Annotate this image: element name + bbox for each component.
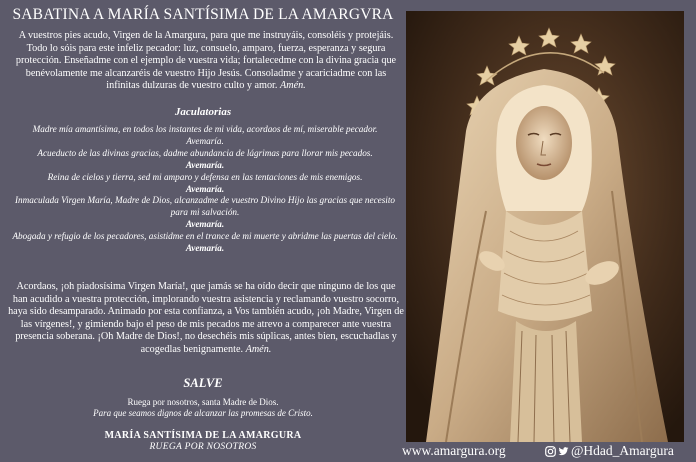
signature-title: MARÍA SANTÍSIMA DE LA AMARGURA bbox=[104, 430, 302, 441]
prayer-amen: Amén. bbox=[245, 343, 272, 355]
virgin-photo bbox=[406, 11, 684, 442]
acordaos-prayer bbox=[8, 281, 404, 357]
instagram-icon bbox=[545, 446, 556, 457]
salve-line-2: Para que seamos dignos de alcanzar las promesas de Cristo. bbox=[93, 408, 313, 418]
signature-subtitle: RUEGA POR NOSOTROS bbox=[149, 442, 257, 452]
jaculatoria-text: Abogada y refugio de los pecadores, asistidme en el trance de mi muerte y abridme las puertas del cielo. bbox=[12, 231, 398, 242]
salve-line-1: Ruega por nosotros, santa Madre de Dios. bbox=[127, 397, 279, 407]
jaculatoria-response: Avemaría. bbox=[185, 219, 225, 230]
jaculatorias-list bbox=[6, 124, 404, 255]
jaculatoria-text: Inmaculada Virgen María, Madre de Dios, alcanzadme de vuestro Divino Hijo las gracias que necesito para mi salvación. bbox=[14, 195, 396, 218]
prayer-text: Acordaos, ¡oh piadosísima Virgen María!, que jamás se ha oído decir que ninguno de los que han acudido a vuestra protección, implorando vuestra asistencia y reclamando vuestro socorro, haya sido desamparado. Animado por esta confianza, a Vos también acudo, ¡oh Madre, Virgen de las vírgenes!, y gimiendo bajo el peso de mis pecados me atrevo a comparecer ante vuestra presencia soberana. ¡Oh Madre de Dios!, no desechéis mis súplicas, antes bien, escuchadlas y acogedlas benignamente. bbox=[8, 281, 404, 355]
intro-amen: Amén. bbox=[279, 80, 306, 92]
jaculatoria-text: Reina de cielos y tierra, sed mi amparo y defensa en las tentaciones de mis enemigos. bbox=[47, 171, 363, 182]
jaculatoria-response: Avemaría. bbox=[185, 183, 225, 194]
jaculatoria-text: Acueducto de las divinas gracias, dadme abundancia de lágrimas para llorar mis pecados. bbox=[37, 147, 373, 158]
jaculatoria-text: Madre mía amantísima, en todos los instantes de mi vida, acordaos de mí, miserable pecador. bbox=[32, 124, 378, 134]
jaculatoria-response: Avemaría. bbox=[185, 243, 225, 254]
jaculatorias-heading: Jaculatorias bbox=[174, 106, 232, 118]
social-handle-text: @Hdad_Amargura bbox=[571, 443, 674, 458]
jaculatoria-response: Avemaría. bbox=[185, 159, 225, 170]
salve-heading: SALVE bbox=[183, 376, 223, 390]
intro-text: A vuestros pies acudo, Virgen de la Amargura, para que me instruyáis, consoléis y protejáis. Todo lo sóis para este infeliz pecador: luz, consuelo, amparo, fuerza, esperanza y segura protección. Enseñadme con el ejemplo de vuestra vida; fortalecedme con la divina gracia que benévolamente me alcanzaréis de vuestro Hijo Jesús. Consoladme y acariciadme con las infinitas dulzuras de vuestro culto y amor. bbox=[15, 30, 397, 92]
website-link[interactable]: www.amargura.org bbox=[402, 443, 506, 458]
intro-prayer bbox=[8, 30, 404, 93]
salve-verses bbox=[0, 397, 406, 419]
jaculatoria-response: Avemaría. bbox=[186, 135, 224, 146]
virgin-image bbox=[406, 11, 684, 442]
page-title: SABATINA A MARÍA SANTÍSIMA DE LA AMARGVRA bbox=[12, 6, 394, 23]
social-handle[interactable] bbox=[545, 443, 674, 459]
twitter-icon bbox=[558, 446, 569, 457]
